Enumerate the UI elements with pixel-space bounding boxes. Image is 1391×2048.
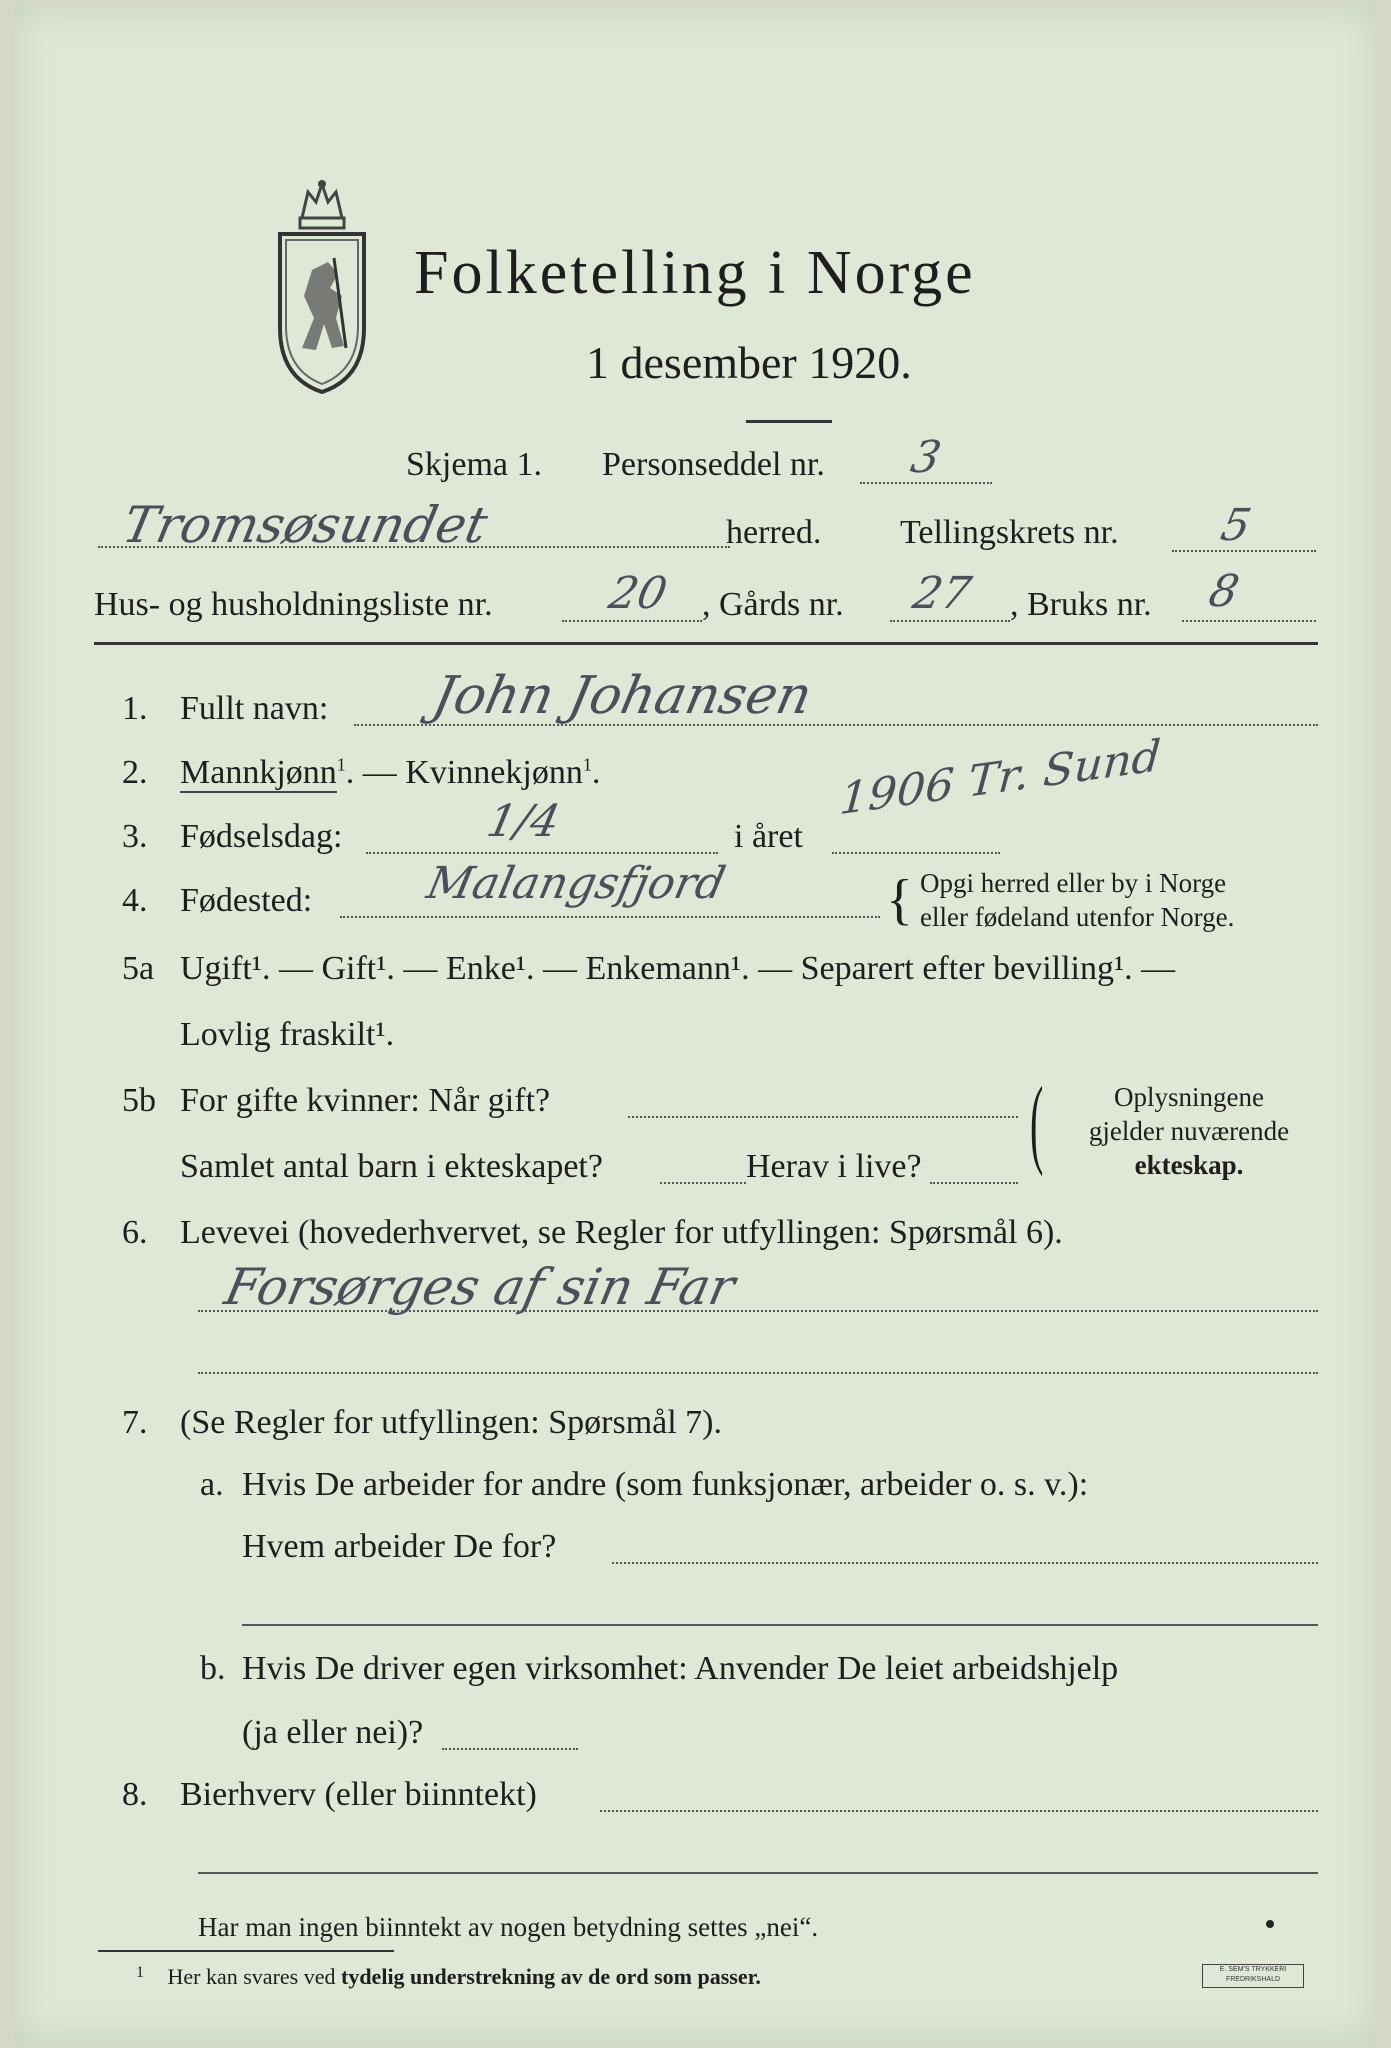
footnote	[136, 1964, 761, 1990]
q7a-line2: Hvem arbeider De for?	[242, 1528, 557, 1565]
q7a-answer-line[interactable]	[612, 1562, 1318, 1564]
footnote-text-b: tydelig understrekning av de ord som passer.	[341, 1964, 761, 1989]
q5b-note3: ekteskap.	[1134, 1150, 1244, 1180]
q5b-note1: Oplysningene	[1114, 1082, 1264, 1112]
q3-number: 3.	[122, 818, 148, 855]
tellingskrets-label: Tellingskrets nr.	[900, 514, 1119, 551]
q5b-line2b: Herav i live?	[746, 1148, 922, 1185]
footnote-text-a: Her kan svares ved	[167, 1964, 336, 1989]
q4-brace: {	[886, 869, 913, 931]
footer-divider	[98, 1950, 394, 1952]
husliste-line	[562, 620, 702, 622]
q7b-line2: (ja eller nei)?	[242, 1714, 424, 1751]
form-title: Folketelling i Norge	[414, 239, 976, 307]
q2-dash: . —	[345, 754, 397, 791]
footnote-number: 1	[136, 1964, 144, 1981]
q2-kvinne-sup: 1	[582, 754, 592, 775]
q1-full-name[interactable]: John Johansen	[427, 666, 818, 726]
q3-birthday[interactable]: 1/4	[482, 796, 565, 847]
q2-mann-sup: 1	[336, 754, 346, 775]
tellingskrets-value[interactable]: 5	[1216, 500, 1256, 551]
q8-line[interactable]	[600, 1810, 1318, 1812]
herred-value[interactable]: Tromsøsundet	[117, 496, 493, 554]
q7a-line1: Hvis De arbeider for andre (som funksjonær, arbeider o. s. v.):	[242, 1466, 1089, 1503]
title-divider	[746, 420, 832, 423]
q1-number: 1.	[122, 690, 148, 727]
bruks-label: , Bruks nr.	[1010, 586, 1152, 623]
husliste-label: Hus- og husholdningsliste nr.	[94, 586, 493, 623]
bruks-line	[1182, 620, 1316, 622]
q5b-children-line[interactable]	[660, 1182, 746, 1184]
q5b-number: 5b	[122, 1082, 156, 1119]
q5a-options[interactable]: Ugift¹. — Gift¹. — Enke¹. — Enkemann¹. — Separert efter bevilling¹. —	[180, 950, 1176, 987]
q4-number: 4.	[122, 882, 148, 919]
q5a-options-line2[interactable]: Lovlig fraskilt¹.	[180, 1016, 395, 1053]
q7a-answer-line2[interactable]	[242, 1624, 1318, 1626]
q8-number: 8.	[122, 1776, 148, 1813]
gards-value[interactable]: 27	[908, 568, 976, 619]
norway-coat-of-arms-icon	[272, 178, 372, 394]
q7b-line1: Hvis De driver egen virksomhet: Anvender De leiet arbeidshjelp	[242, 1650, 1119, 1687]
personseddel-value[interactable]: 3	[906, 432, 946, 483]
bruks-value[interactable]: 8	[1204, 566, 1244, 617]
census-date: 1 desember 1920.	[586, 337, 912, 388]
ink-dot	[1266, 1920, 1274, 1928]
q2-gender	[180, 754, 600, 792]
personseddel-label: Personseddel nr.	[602, 446, 825, 483]
q3-year-line	[832, 852, 1000, 854]
q2-kvinnekjonn[interactable]: Kvinnekjønn	[405, 754, 583, 791]
herred-label: herred.	[726, 514, 822, 551]
q5b-paren: (	[1030, 1066, 1044, 1177]
q2-end: .	[591, 754, 601, 791]
q5b-note2: gjelder nuværende	[1088, 1116, 1290, 1146]
q3-year-label: i året	[734, 818, 803, 855]
q5b-line1: For gifte kvinner: Når gift?	[180, 1082, 551, 1119]
q7-label: (Se Regler for utfyllingen: Spørsmål 7).	[180, 1404, 723, 1441]
q7a-letter: a.	[200, 1466, 224, 1503]
q6-line2	[198, 1372, 1318, 1374]
q4-birthplace[interactable]: Malangsfjord	[422, 858, 730, 909]
q4-note-line1: Opgi herred eller by i Norge	[920, 868, 1227, 898]
q6-occupation[interactable]: Forsørges af sin Far	[219, 1258, 740, 1316]
q3-label: Fødselsdag:	[180, 818, 343, 855]
q7-number: 7.	[122, 1404, 148, 1441]
q1-label: Fullt navn:	[180, 690, 329, 727]
footer-note: Har man ingen biinntekt av nogen betydning settes „nei“.	[198, 1912, 819, 1942]
q2-number: 2.	[122, 754, 148, 791]
q4-label: Fødested:	[180, 882, 313, 919]
q5a-number: 5a	[122, 950, 155, 987]
q2-mannkjonn[interactable]: Mannkjønn	[180, 754, 337, 791]
husliste-value[interactable]: 20	[604, 568, 672, 619]
q3-birth-year[interactable]: 1906 Tr. Sund	[838, 730, 1163, 825]
q7b-answer-line[interactable]	[442, 1748, 578, 1750]
q6-label: Levevei (hovederhvervet, se Regler for utfyllingen: Spørsmål 6).	[180, 1214, 1063, 1251]
gards-line	[890, 620, 1010, 622]
q3-line	[366, 852, 718, 854]
q8-label: Bierhverv (eller biinntekt)	[180, 1776, 537, 1813]
q4-line	[340, 916, 880, 918]
q4-note-line2: eller fødeland utenfor Norge.	[920, 902, 1235, 932]
q5b-line2a: Samlet antal barn i ekteskapet?	[180, 1148, 603, 1185]
q6-number: 6.	[122, 1214, 148, 1251]
printer-stamp: E. SEM'S TRYKKERI FREDRIKSHALD	[1202, 1964, 1304, 1988]
q8-line2[interactable]	[198, 1872, 1318, 1874]
q5b-alive-line[interactable]	[930, 1182, 1018, 1184]
gards-label: , Gårds nr.	[702, 586, 844, 623]
q5b-when-married-line[interactable]	[628, 1116, 1018, 1118]
skjema-label: Skjema 1.	[406, 446, 542, 483]
header-divider	[94, 642, 1318, 645]
q7b-letter: b.	[200, 1650, 226, 1687]
census-form-sheet	[14, 6, 1376, 2042]
